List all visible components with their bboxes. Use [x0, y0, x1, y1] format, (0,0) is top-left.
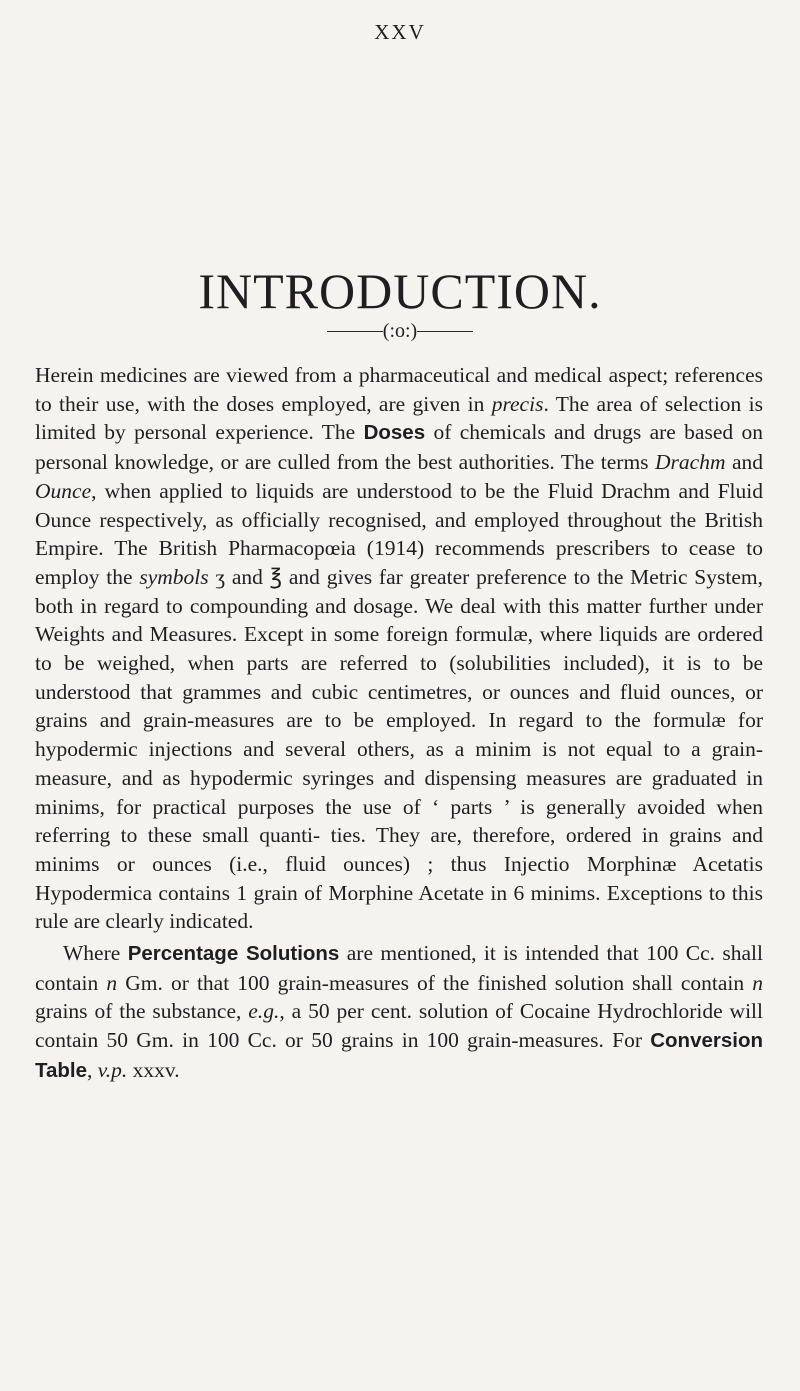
term-percentage-solutions: Percentage Solutions [127, 942, 340, 966]
separator-rule-right [417, 331, 473, 332]
term-vp: v.p. [97, 1057, 128, 1082]
paragraph-2: Where Percentage Solutions are mentioned, it is intended that 100 Cc. shall contain n Gm. or that 100 grain-measures of the finished solution shall contain n grains of the substance, e.g., a 50 per cent. solution of Cocaine Hydrochloride will contain 50 Gm. in 100 Cc. or 50 grains in 100 grain-measures. For Conversion Table, v.p. xxxv. [35, 941, 763, 1082]
body-text [35, 361, 763, 1086]
term-conversion-table: Conversion Table [35, 1029, 763, 1082]
term-doses: Doses [363, 421, 426, 445]
variable-n: n [106, 970, 118, 995]
term-drachm: Drachm [655, 450, 726, 475]
variable-n: n [752, 970, 763, 995]
page-number: XXV [374, 20, 426, 44]
separator [0, 320, 800, 343]
separator-rule-left [327, 331, 383, 332]
page-title: INTRODUCTION. [198, 263, 602, 319]
term-precis: precis [491, 391, 544, 416]
term-ounce: Ounce [35, 478, 92, 503]
term-eg: e.g. [248, 999, 280, 1024]
paragraph-1: Herein medicines are viewed from a pharmaceutical and medical aspect; references to their use, with the doses employed, are given in precis. The area of selection is limited by personal experience. The Doses of chemicals and drugs are based on personal knowledge, or are culled from the best authorities. The terms Drachm and Ounce, when applied to liquids are understood to be the Fluid Drachm and Fluid Ounce respectively, as officially recognised, and employed throughout the British Empire. The British Pharmacopœia (1914) recommends prescribers to cease to employ the symbols ʒ and ℥ and gives far greater preference to the Metric System, both in regard to compounding and dosage. We deal with this matter further under Weights and Measures. Except in some foreign formulæ, where liquids are ordered to be weighed, when parts are referred to (solubilities included), it is to be understood that grammes and cubic centimetres, or ounces and fluid ounces, or grains and grain-measures are to be employed. In regard to the formulæ for hypodermic injections and several others, as a minim is not equal to a grain-measure, and as hypodermic syringes and dispensing measures are graduated in minims, for practical purposes the use of ‘ parts ’ is generally avoided when referring to these small quanti- ties. They are, therefore, ordered in grains and minims or ounces (i.e., fluid ounces) ; thus Injectio Morphinæ Acetatis Hypodermica contains 1 grain of Morphine Acetate in 6 minims. Exceptions to this rule are clearly indicated. [35, 363, 763, 934]
separator-ornament: (:o:) [382, 320, 418, 342]
term-symbols: symbols [139, 564, 209, 589]
